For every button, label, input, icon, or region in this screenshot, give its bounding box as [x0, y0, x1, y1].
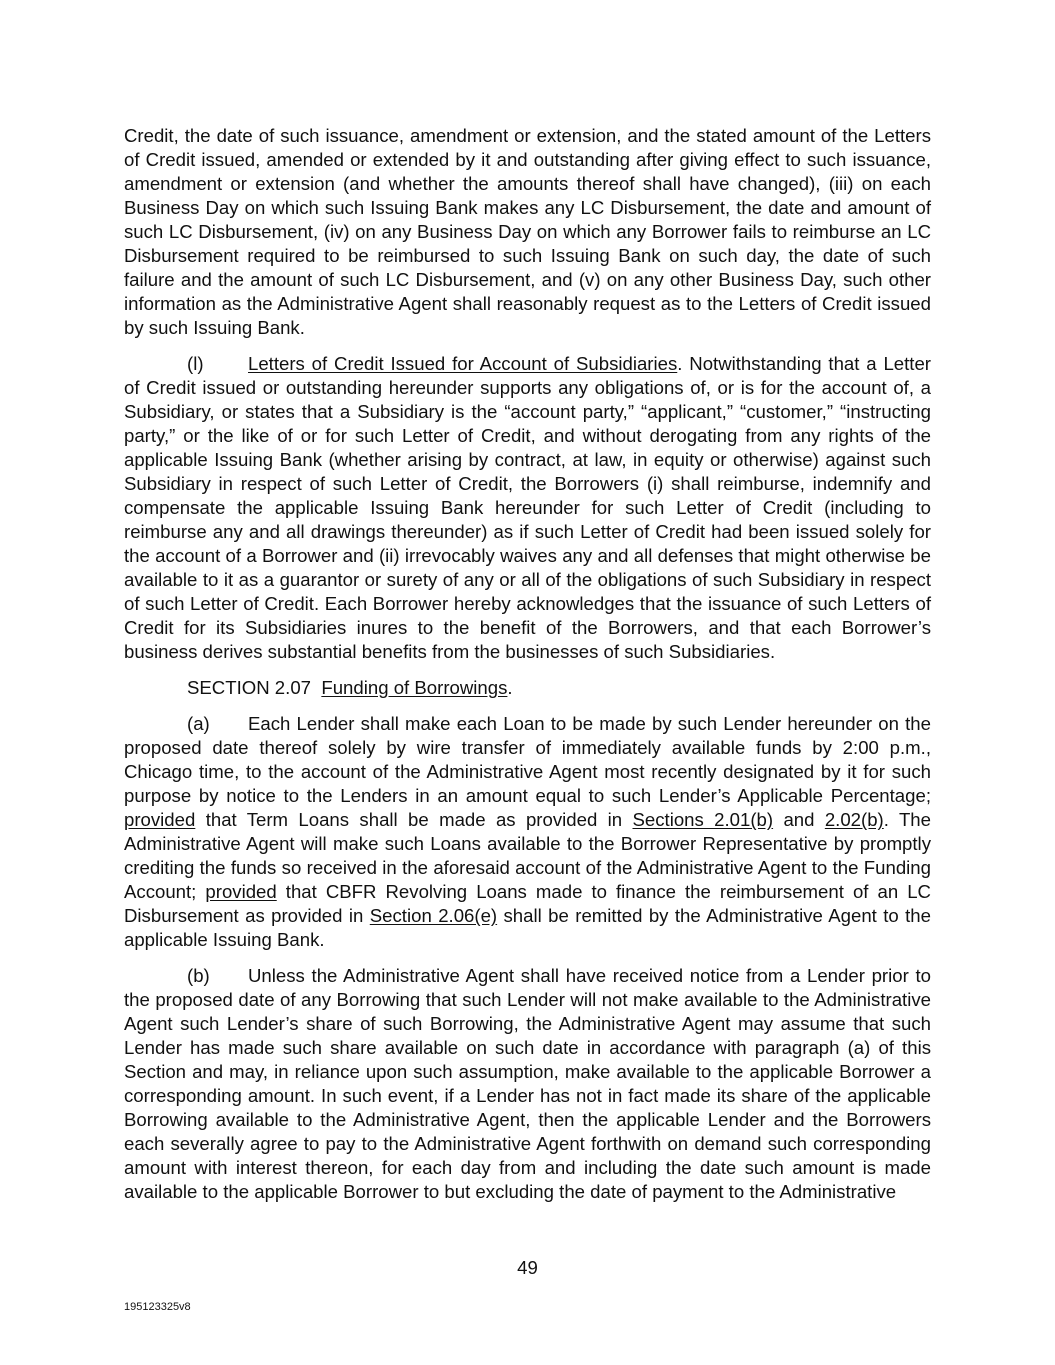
paragraph-text: Credit, the date of such issuance, amendment or extension, and the stated amount of the Letters of Credit issued, amended or extended by it and outstanding after giving effect to such issuance, amendment or extension (and whether the amounts thereof shall have changed), (iii) on each Business Day on which such Issuing Bank makes any LC Disbursement, the date and amount of such LC Disbursement, (iv) on any Business Day on which any Borrower fails to reimburse an LC Disbursement required to be reimbursed to such Issuing Bank on such day, the date of such failure and the amount of such LC Disbursement, and (v) on any other Business Day, such other information as the Administrative Agent shall reasonably request as to the Letters of Credit issued by such Issuing Bank. — [124, 125, 931, 338]
paragraph-label: (l) — [187, 353, 204, 374]
section-heading — [124, 676, 931, 700]
section-title-suffix: . — [507, 677, 513, 698]
document-id: 195123325v8 — [124, 1301, 191, 1313]
paragraph-b — [124, 964, 931, 1204]
paragraph-text: . Notwithstanding that a Letter of Credit issued or outstanding hereunder supports any obligations of, or is for the account of, a Subsidiary, or states that a Subsidiary is the “account party,” “applicant,” “customer,” “instructing party,” or the like of or for such Letter of Credit, and without derogating from any rights of the applicable Issuing Bank (whether arising by contract, at law, in equity or otherwise) against such Subsidiary in respect of such Letter of Credit, the Borrowers (i) shall reimburse, indemnify and compensate the applicable Issuing Bank hereunder for such Letter of Credit (including to reimburse any and all drawings thereunder) as if such Letter of Credit had been issued solely for the account of a Borrower and (ii) irrevocably waives any and all defenses that might otherwise be available to it as a guarantor or surety of any or all of the obligations of such Subsidiary in respect of such Letter of Credit. Each Borrower hereby acknowledges that the issuance of such Letters of Credit for its Subsidiaries inures to the benefit of the Borrowers, and that each Borrower’s business derives substantial benefits from the businesses of such Subsidiaries. — [124, 353, 931, 662]
paragraph-text: shall be remitted by the Administrative Agent to the applicable Issuing Bank. — [124, 905, 931, 950]
cross-reference: Sections 2.01(b) — [632, 809, 774, 830]
paragraph-a — [124, 712, 931, 952]
paragraph-text: that CBFR Revolving Loans made to finance the reimbursement of an LC Disbursement as provided in — [124, 881, 931, 926]
paragraph-l — [124, 352, 931, 664]
paragraph-label: (a) — [187, 713, 210, 734]
paragraph-label: (b) — [187, 965, 210, 986]
paragraph-heading: Letters of Credit Issued for Account of Subsidiaries — [248, 353, 678, 374]
cross-reference: Section 2.06(e) — [369, 905, 498, 926]
paragraph-text: and — [773, 809, 825, 830]
paragraph-text: Each Lender shall make each Loan to be made by such Lender hereunder on the proposed date thereof solely by wire transfer of immediately available funds by 2:00 p.m., Chicago time, to the account of the Administrative Agent most recently designated by it for such purpose by notice to the Lenders in an amount equal to such Lender’s Applicable Percentage; — [124, 713, 931, 806]
paragraph-continuation — [124, 124, 931, 340]
section-title: Funding of Borrowings — [321, 677, 508, 698]
section-number: SECTION 2.07 — [187, 677, 312, 698]
paragraph-text: Unless the Administrative Agent shall have received notice from a Lender prior to the proposed date of any Borrowing that such Lender will not make available to the Administrative Agent such Lender’s share of such Borrowing, the Administrative Agent may assume that such Lender has made such share available on such date in accordance with paragraph (a) of this Section and may, in reliance upon such assumption, make available to the applicable Borrower a corresponding amount. In such event, if a Lender has not in fact made its share of the applicable Borrowing available to the Administrative Agent, then the applicable Lender and the Borrowers each severally agree to pay to the Administrative Agent forthwith on demand such corresponding amount with interest thereon, for each day from and including the date such amount is made available to the applicable Borrower to but excluding the date of payment to the Administrative — [124, 965, 931, 1202]
paragraph-text: . The Administrative Agent will make such Loans available to the Borrower Representative by promptly crediting the funds so received in the aforesaid account of the Administrative Agent to the Funding Account; — [124, 809, 931, 902]
paragraph-text: that Term Loans shall be made as provided in — [195, 809, 633, 830]
document-body — [124, 124, 931, 1216]
cross-reference: 2.02(b) — [824, 809, 884, 830]
provided-term: provided — [205, 881, 277, 902]
provided-term: provided — [124, 809, 196, 830]
page-number: 49 — [517, 1257, 538, 1278]
